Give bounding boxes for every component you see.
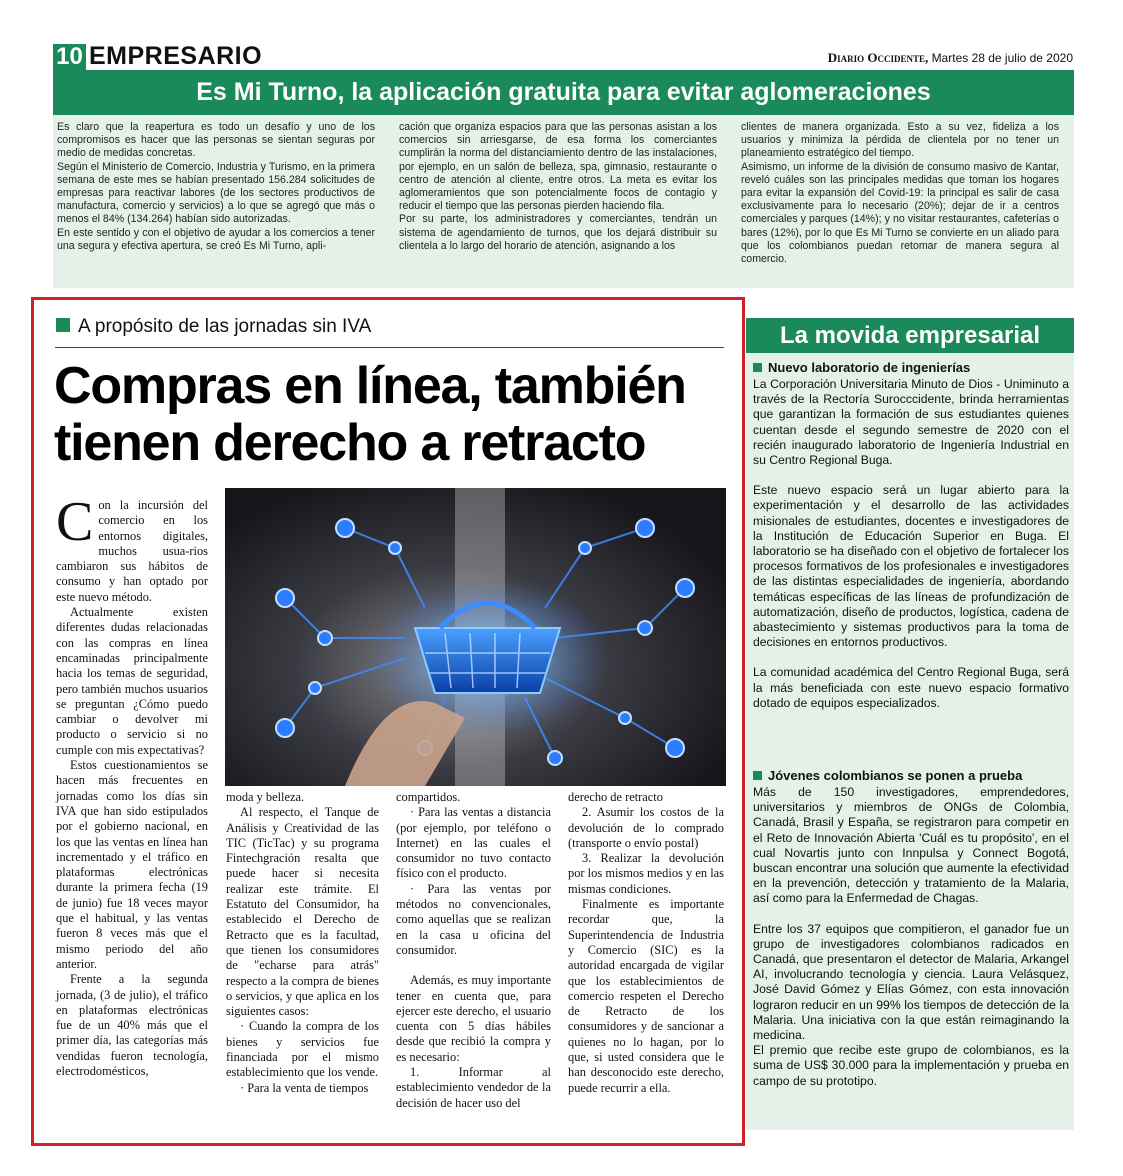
lead-text: on la incursión del comercio en los entornos digitales, muchos usua-rios cambiaron sus hábitos de consumo y han optado por este nuevo método.: [56, 498, 208, 604]
sidebar-item-2-title: [753, 768, 1022, 783]
paragraph: Al respecto, el Tanque de Análisis y Creatividad de las TIC (TicTac) y su programa Fintechgración resalta que puede hacer si necesita realizar este trámite. El Estatuto del Consumidor, ha establecido el Derecho de Retracto que es la facultad, que tienen los consumidores de "echarse para atrás" respecto a la compra de bienes o servicios, y que aplica en los siguientes casos:: [226, 805, 379, 1019]
paragraph: Frente a la segunda jornada, (3 de julio), el tráfico en plataformas electrónicas fue de un 40% más que el primer día, las categorías más vendidas fueron tecnología, electrodomésticos,: [56, 972, 208, 1078]
publication-date: Martes 28 de julio de 2020: [931, 51, 1073, 65]
article-headline: Compras en línea, también tienen derecho a retracto: [54, 357, 686, 472]
paragraph: Además, es muy importante tener en cuenta que, para ejercer este derecho, el usuario cuenta con 5 días hábiles desde que recibió la compra y es necesario:: [396, 973, 551, 1064]
paragraph: Por su parte, los administradores y comerciantes, tendrán un sistema de agendamiento de turnos, que los dejará distribuir su clientela a lo largo del horario de atención, asignando a los: [399, 213, 717, 252]
top-story-column-3: [741, 121, 1059, 266]
paragraph: · Para las ventas por métodos no convencionales, como aquellas que se realizan en la casa u oficina del consumidor.: [396, 881, 551, 957]
drop-cap: C: [56, 491, 94, 553]
paragraph: Estos cuestionamientos se hacen más frecuentes en jornadas como los días sin IVA que han sido estipulados por el gobierno nacional, en los que las ventas en línea han incrementado y el tráfico en plataformas electrónicas durante la primera fecha (19 de junio) fue 18 veces mayor que el habitual, y las ventas fueron 8 veces más que el mismo periodo del año anterior.: [56, 758, 208, 971]
sidebar-item-2-title-text: Jóvenes colombianos se ponen a prueba: [768, 768, 1023, 783]
paragraph: 1. Informar al establecimiento vendedor de la decisión de hacer uso del: [396, 1065, 551, 1110]
article-photo: [225, 488, 726, 786]
paragraph: Es claro que la reapertura es todo un desafío y uno de los compromisos es hacer que las personas se sientan seguras por medio de medidas concretas.: [57, 121, 375, 160]
paragraph: · Para la venta de tiempos: [240, 1080, 369, 1095]
top-story-column-1: [57, 121, 375, 253]
lead-paragraph: [56, 491, 208, 605]
section-number: 10: [53, 44, 86, 70]
top-story-column-2: [399, 121, 717, 253]
paragraph: cación que organiza espacios para que las personas asistan a los comercios sin arriesgarse, de esa forma los comerciantes cumplirán la norma del distanciamiento dentro de las instalaciones, por ejemplo, en un salón de belleza, spa, gimnasio, restaurante o centro de atención al cliente, entre otros. La meta es evitar los aglomeramientos que son potencialmente focos de contagio y reducir el tiempo que las personas pierden haciendo fila.: [399, 121, 717, 213]
sidebar-item-1-title-text: Nuevo laboratorio de ingenierías: [768, 360, 971, 375]
article-column-2: [226, 790, 379, 1096]
sidebar-title: La movida empresarial: [746, 318, 1074, 353]
kicker-rule: [55, 347, 724, 348]
paragraph: La Corporación Universitaria Minuto de Dios - Uniminuto a través de la Rectoría Surocccidente, brinda herramientas que garantizan la formación de sus estudiantes quienes cuentan desde el segundo semestre de 2020 con el recién inaugurado laboratorio de Ingeniería Industrial en su Centro Regional Buga.: [753, 377, 1069, 468]
section-name: EMPRESARIO: [89, 42, 263, 70]
article-column-4: [568, 790, 724, 1096]
paragraph: Actualmente existen diferentes dudas relacionadas con las compras en línea encaminadas principalmente hacia los temas de seguridad, pero también muchos usuarios se preguntan ¿Cómo puedo cambiar o devolver mi producto o servicio si no cumple con mis expectativas?: [56, 605, 208, 757]
square-bullet-icon: [753, 771, 762, 780]
sidebar-item-1-body: [753, 377, 1069, 711]
paragraph: Asimismo, un informe de la división de consumo masivo de Kantar, reveló cuáles son las principales medidas que toman los hogares para evitar la expansión del Covid-19: la principal es salir de casa exclusivamente para lo necesario (20%); dejar de ir a centros comerciales y parques (14%); y no visitar restaurantes, cafeterías o bares (12%), por lo que Es Mi Turno se convierte en un aliado para que los colombianos puedan retomar de manera segura al comercio.: [741, 160, 1059, 266]
paragraph: En este sentido y con el objetivo de ayudar a los comercios a tener una segura y efectiva apertura, se creó Es Mi Turno, apli-: [57, 226, 375, 252]
article-column-1: [56, 491, 208, 1079]
square-bullet-icon: [753, 363, 762, 372]
paragraph: · Para las ventas a distancia (por ejemplo, por teléfono o Internet) en las cuales el consumidor no tuvo contacto físico con el producto.: [396, 805, 551, 881]
paragraph: derecho de retracto: [568, 790, 663, 804]
paragraph: Este nuevo espacio será un lugar abierto para la experimentación y el desarrollo de las actividades misionales de estudiantes, docentes e investigadores de la Institución de Educación Superior en Buga. El laboratorio se ha diseñado con el objetivo de fortalecer los procesos formativos de los profesionales e investigadores de las distintas especialidades de ingeniería, abordando temáticas específicas de las líneas de profundización de automatización, diseño de productos, logística, cadena de abastecimiento y sistemas productivos para la toma de decisiones en entornos productivos.: [753, 483, 1069, 650]
paragraph: clientes de manera organizada. Esto a su vez, fideliza a los usuarios y minimiza la pérdida de clientela por no tener un planeamiento estratégico del tiempo.: [741, 121, 1059, 160]
paragraph: 3. Realizar la devolución por los mismos medios y en las mismas condiciones.: [568, 851, 724, 896]
article-column-3: [396, 790, 551, 1111]
paragraph: moda y belleza.: [226, 790, 305, 804]
paragraph: Según el Ministerio de Comercio, Industria y Turismo, en la primera semana de este mes se habían presentado 156.284 solicitudes de empresas para reactivar labores (de los sectores productivos de manufactura, comercio y servicios) a lo que se agregó que más o menos el 84% (134.264) habían sido autorizadas.: [57, 160, 375, 226]
paragraph: 2. Asumir los costos de la devolución de lo comprado (transporte o envío postal): [568, 805, 724, 850]
publication-name: Diario Occidente,: [827, 50, 929, 65]
paragraph: La comunidad académica del Centro Regional Buga, será la más beneficiada con este nuevo espacio formativo dotado de equipos especializados.: [753, 665, 1069, 710]
shopping-basket-network-illustration: [225, 488, 726, 786]
kicker-square-icon: [56, 318, 70, 332]
paragraph: Entre los 37 equipos que compitieron, el ganador fue un grupo de investigadores colombianos radicados en Canadá, que presentaron el detector de Malaria, Arkangel AI, involucrando tecnología y ciencia. Laura Velásquez, José David Gómez y Elías Gómez, con esta innovación lograron reducir en un 99% los tiempos de detección de la Malaria. Una iniciativa con la que están reimaginando la medicina.: [753, 921, 1069, 1043]
paragraph: · Cuando la compra de los bienes y servicios fue financiada por el mismo establecimiento que los vende.: [226, 1019, 379, 1080]
publication-line: [828, 50, 1073, 66]
paragraph: Finalmente es importante recordar que, la Superintendencia de Industria y Comercio (SIC) es la autoridad encargada de vigilar que los establecimientos de comercio respeten el Derecho de Retracto de los consumidores y de sancionar a quienes no lo hagan, por lo que, si usted considera que le han desconocido este derecho, puede recurrir a ella.: [568, 897, 724, 1095]
paragraph: Más de 150 investigadores, emprendedores, universitarios y miembros de ONGs de Colombia, Canadá, Brasil y España, se registraron para competir en el Reto de Innovación Abierta 'Cuál es tu propósito', en el cual Novartis junto con Innpulsa y Connect Bogotá, buscan encontrar una solución que aumente la efectividad en la prevención, detección y tratamiento de la Malaria, así como para la Enfermedad de Chagas.: [753, 785, 1069, 906]
paragraph: compartidos.: [396, 790, 461, 804]
sidebar-item-2-body: [753, 785, 1069, 1089]
kicker-text: A propósito de las jornadas sin IVA: [78, 316, 372, 337]
paragraph: El premio que recibe este grupo de colombianos, es la suma de US$ 30.000 para la implementación y prueba en campo de su prototipo.: [753, 1043, 1069, 1088]
sidebar-item-1-title: [753, 360, 970, 375]
article-kicker: [56, 316, 371, 338]
top-story-headline: Es Mi Turno, la aplicación gratuita para evitar aglomeraciones: [53, 70, 1074, 115]
